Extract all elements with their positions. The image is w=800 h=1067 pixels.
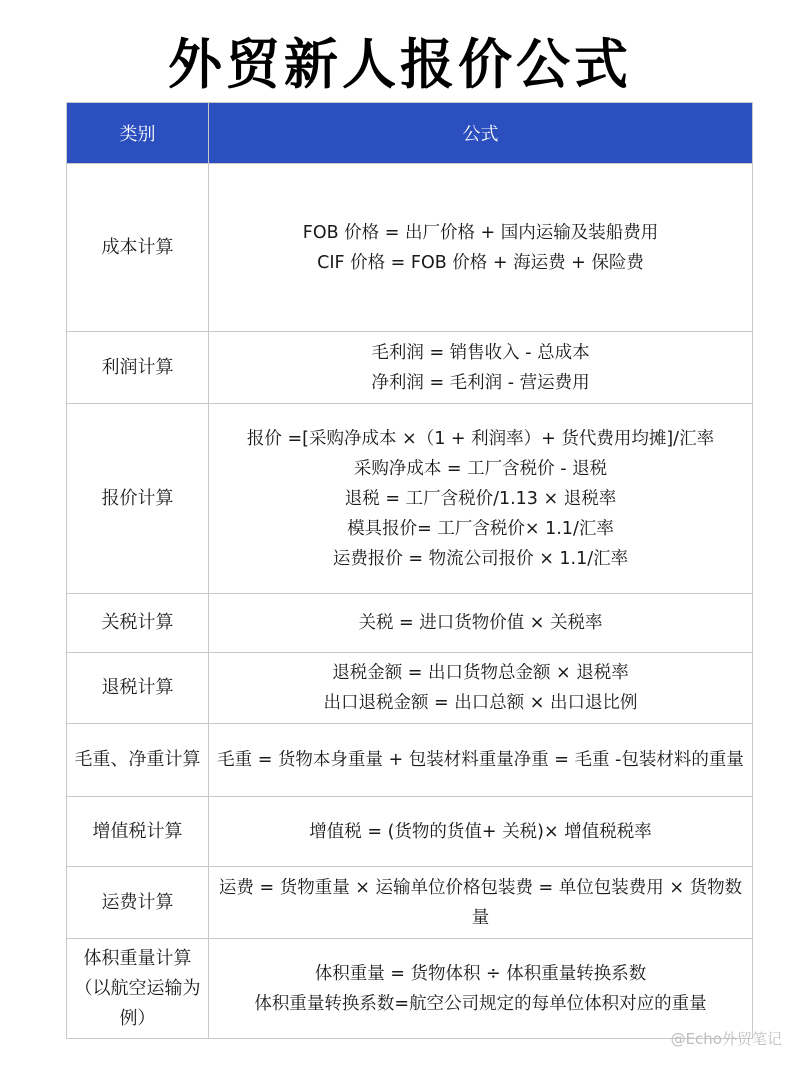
formula-line: 毛重 = 货物本身重量 + 包装材料重量净重 = 毛重 -包装材料的重量 (217, 750, 744, 770)
page-title: 外贸新人报价公式 (168, 33, 632, 96)
formula-line: 毛利润 = 销售收入 - 总成本 (371, 342, 590, 363)
formula-line: 体积重量转换系数=航空公司规定的每单位体积对应的重量 (254, 993, 707, 1014)
formula-line: 采购净成本 = 工厂含税价 - 退税 (353, 458, 608, 479)
table-row (67, 653, 753, 724)
row-category: 关税计算 (67, 594, 209, 653)
formula-line: 增值税 = (货物的货值+ 关税)× 增值税税率 (309, 821, 652, 842)
formula-line: CIF 价格 = FOB 价格 + 海运费 + 保险费 (317, 252, 644, 273)
table-row (67, 724, 753, 797)
formula-table (66, 102, 753, 1039)
row-formulas (209, 594, 753, 653)
row-category: 报价计算 (67, 404, 209, 594)
formula-line: 关税 = 进口货物价值 × 关税率 (358, 613, 603, 633)
table-row (67, 797, 753, 867)
row-formulas (209, 653, 753, 724)
header-formula: 公式 (209, 103, 753, 164)
table-row (67, 867, 753, 939)
formula-line: 退税金额 = 出口货物总金额 × 退税率 (332, 663, 629, 683)
watermark: @Echo外贸笔记 (670, 1030, 782, 1048)
row-category: 毛重、净重计算 (67, 724, 209, 797)
formula-line: 模具报价= 工厂含税价× 1.1/汇率 (347, 518, 614, 539)
row-category: 体积重量计算（以航空运输为例） (67, 939, 209, 1039)
formula-line: 体积重量 = 货物体积 ÷ 体积重量转换系数 (314, 963, 647, 984)
header-category: 类别 (67, 103, 209, 164)
row-category: 运费计算 (67, 867, 209, 939)
table-row (67, 939, 753, 1039)
table-row (67, 164, 753, 332)
row-category: 成本计算 (67, 164, 209, 332)
row-category: 退税计算 (67, 653, 209, 724)
formula-line: FOB 价格 = 出厂价格 + 国内运输及装船费用 (302, 222, 659, 243)
row-formulas (209, 724, 753, 797)
formula-line: 净利润 = 毛利润 - 营运费用 (371, 372, 590, 393)
formula-line: 运费 = 货物重量 × 运输单位价格包装费 = 单位包装费用 × 货物数量 (218, 877, 743, 928)
row-category: 利润计算 (67, 332, 209, 404)
formula-line: 出口退税金额 = 出口总额 × 出口退比例 (323, 693, 638, 713)
row-formulas (209, 164, 753, 332)
row-formulas (209, 797, 753, 867)
row-formulas (209, 404, 753, 594)
table-row (67, 332, 753, 404)
formula-line: 运费报价 = 物流公司报价 × 1.1/汇率 (332, 548, 629, 569)
table-row (67, 594, 753, 653)
table-header-row (67, 103, 753, 164)
row-category: 增值税计算 (67, 797, 209, 867)
formula-line: 退税 = 工厂含税价/1.13 × 退税率 (344, 488, 617, 509)
row-formulas (209, 939, 753, 1039)
table-row (67, 404, 753, 594)
row-formulas (209, 332, 753, 404)
formula-line: 报价 =[采购净成本 ×（1 + 利润率）+ 货代费用均摊]/汇率 (246, 428, 715, 449)
row-formulas (209, 867, 753, 939)
